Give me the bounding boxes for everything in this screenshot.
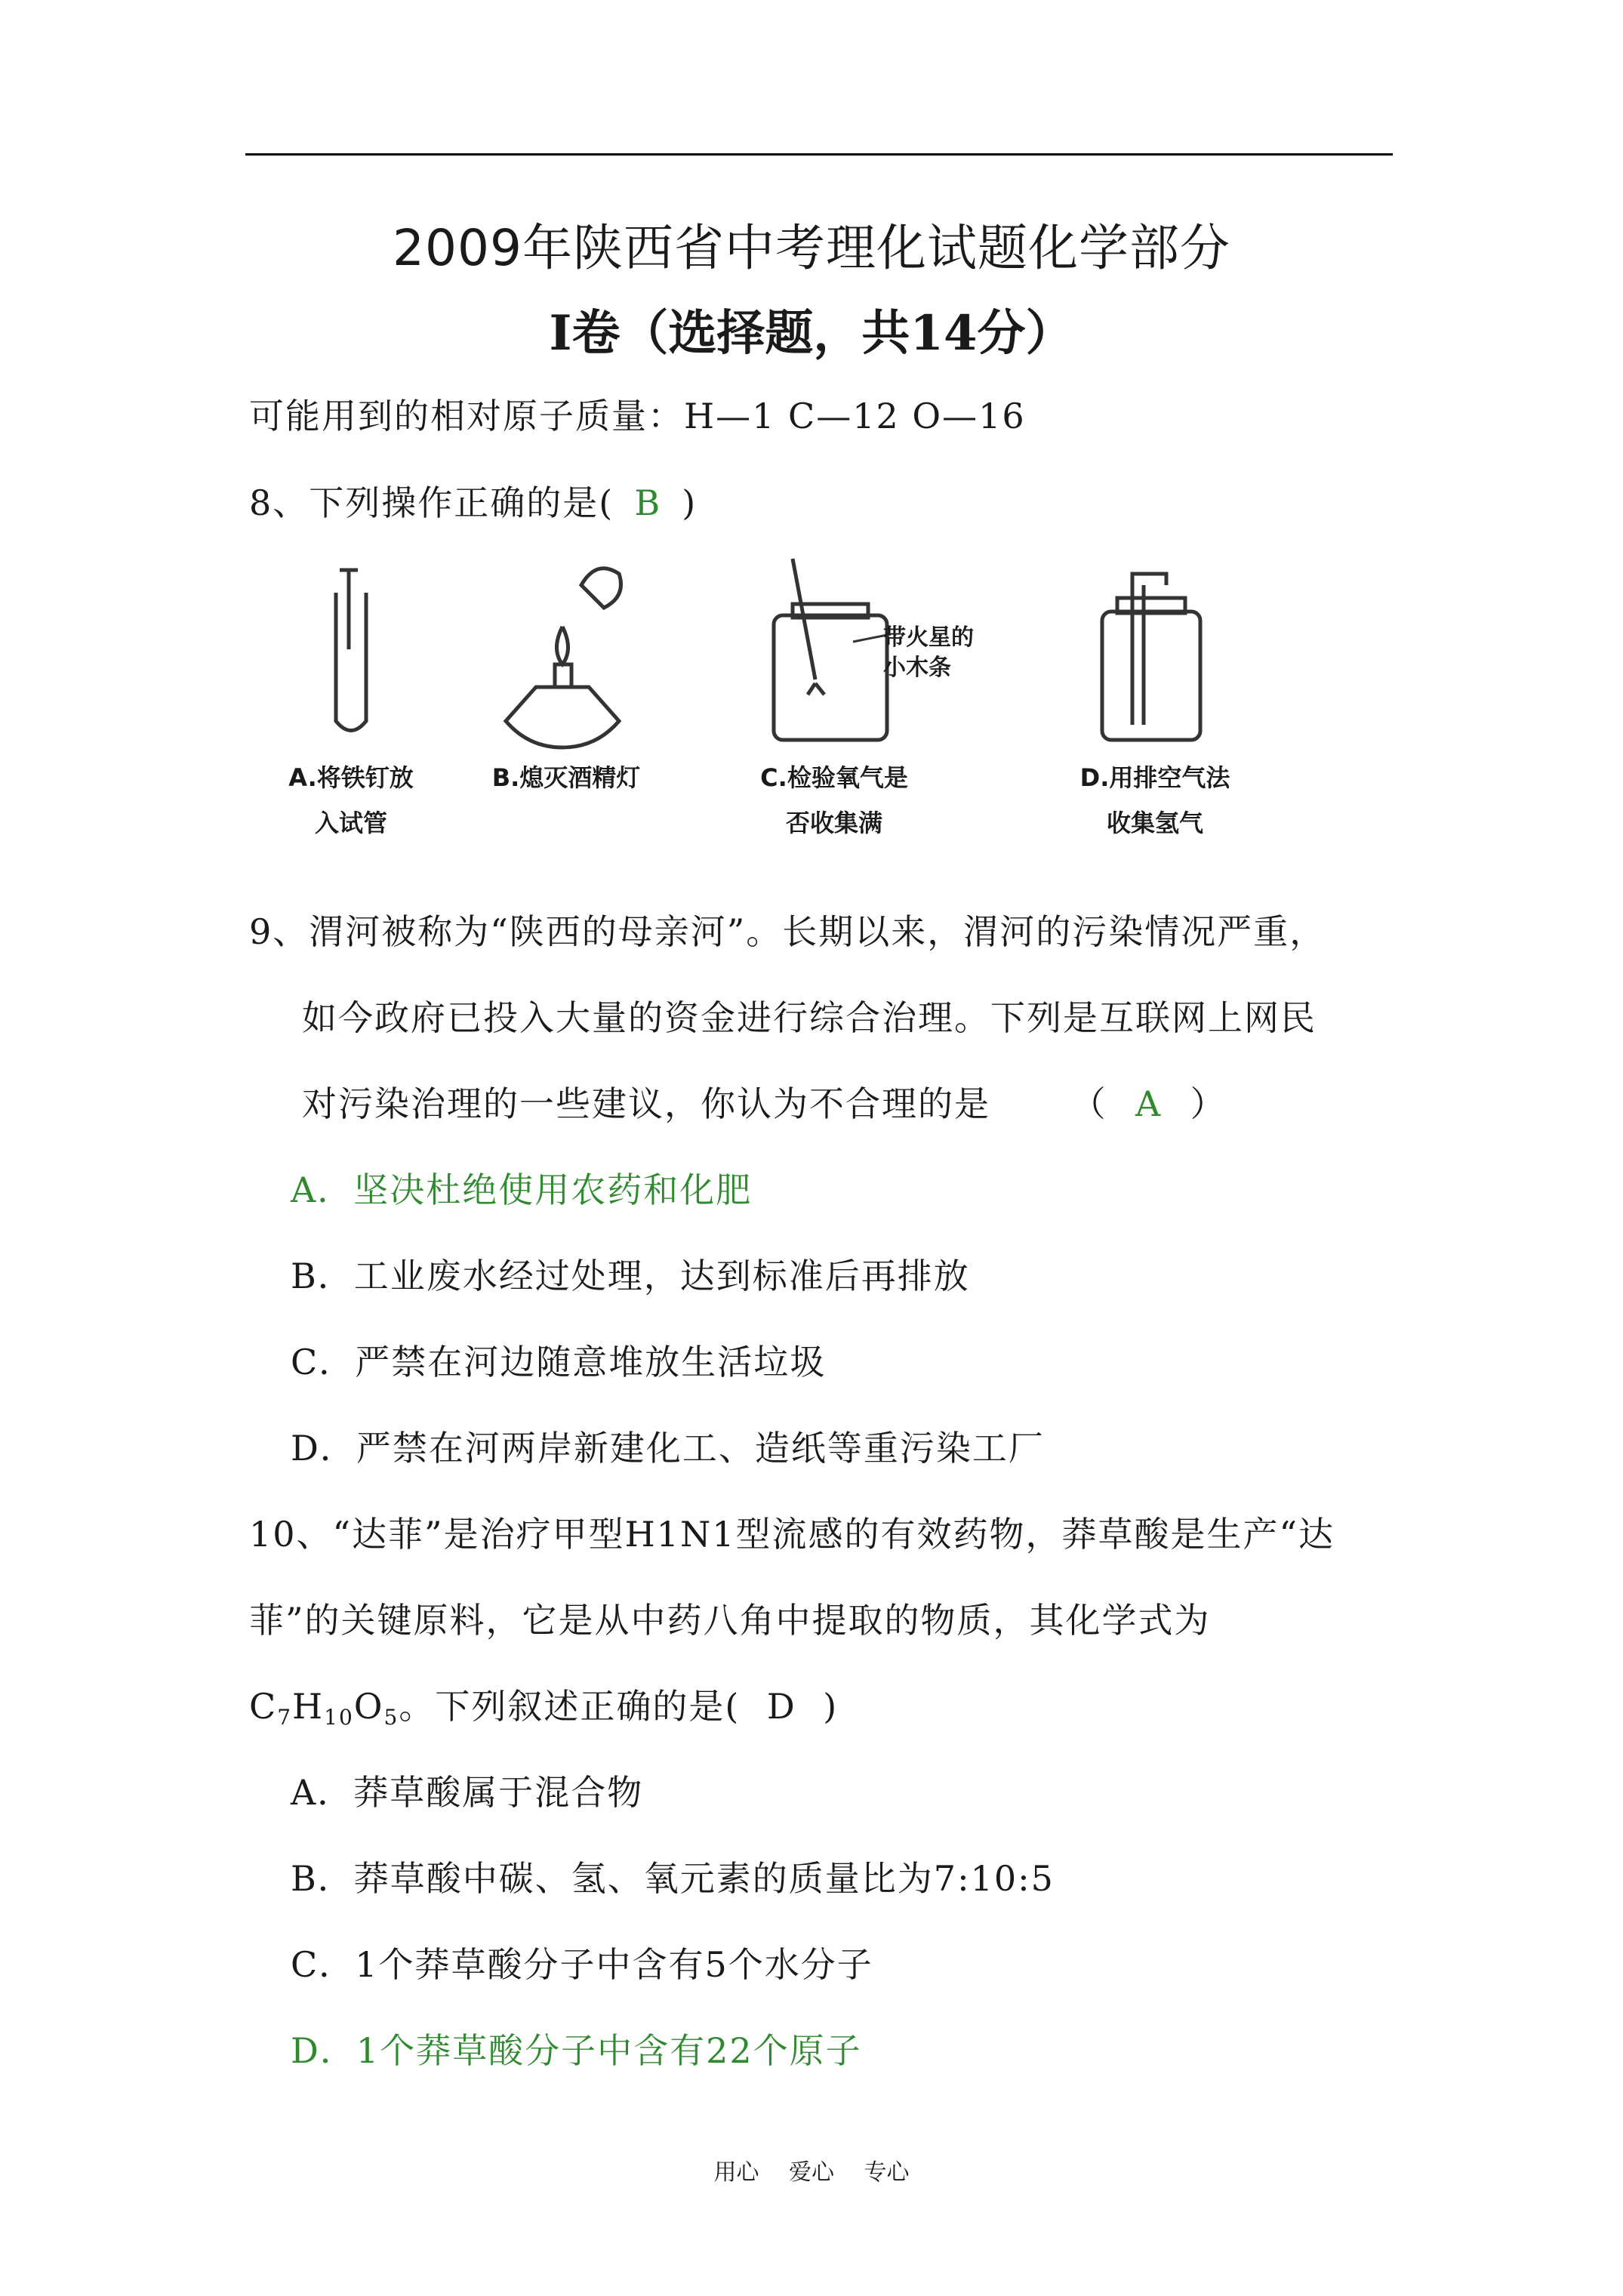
gas-collection-bottle-drawing	[1102, 574, 1200, 740]
question-10-option-d: D．1个莽草酸分子中含有22个原子	[291, 2030, 862, 2071]
splint-label-line1: 带火星的	[883, 624, 974, 651]
question-9-stem-end: 对污染治理的一些建议，你认为不合理的是	[302, 1083, 990, 1124]
question-10-option-a: A．莽草酸属于混合物	[291, 1772, 644, 1813]
page-title: 2009年陕西省中考理化试题化学部分	[393, 219, 1230, 277]
question-10-line3	[249, 1679, 838, 1730]
caption-a-line2: 入试管	[314, 809, 387, 837]
caption-c-line2: 否收集满	[785, 809, 882, 837]
question-10-option-c: C．1个莽草酸分子中含有5个水分子	[291, 1944, 873, 1985]
atomic-mass-note: 可能用到的相对原子质量：H—1 C—12 O—16	[249, 396, 1026, 436]
test-tube-nail-drawing	[336, 570, 366, 731]
question-9-close: ）	[1190, 1083, 1227, 1124]
question-10-line1: 10、“达菲”是治疗甲型H1N1型流感的有效药物，莽草酸是生产“达	[249, 1514, 1335, 1555]
question-10-close: )	[823, 1686, 839, 1727]
chemical-formula: $C_7H_{10}O_5$	[249, 1686, 399, 1730]
question-9-option-b: B．工业废水经过处理，达到标准后再排放	[291, 1256, 970, 1296]
gas-bottle-splint-drawing	[774, 559, 891, 740]
question-10-line2: 菲”的关键原料，它是从中药八角中提取的物质，其化学式为	[249, 1600, 1211, 1641]
question-9-line2: 如今政府已投入大量的资金进行综合治理。下列是互联网上网民	[302, 997, 1317, 1038]
caption-b	[445, 755, 687, 800]
lab-apparatus-drawings	[264, 551, 1344, 755]
question-8-answer: B	[634, 482, 662, 523]
caption-a	[230, 755, 472, 846]
caption-b-line1: B.熄灭酒精灯	[491, 763, 641, 792]
question-8-stem: 8、下列操作正确的是(	[249, 482, 614, 523]
alcohol-lamp-drawing	[506, 569, 621, 747]
question-8-close: )	[682, 482, 698, 523]
question-9-open: （	[1070, 1083, 1107, 1124]
caption-c	[713, 755, 955, 846]
question-9-option-a: A．坚决杜绝使用农药和化肥	[291, 1170, 753, 1210]
splint-label-line2: 小木条	[883, 655, 951, 681]
caption-d-line2: 收集氢气	[1106, 809, 1203, 837]
question-10-answer: D	[766, 1686, 796, 1727]
header-rule	[245, 153, 1393, 156]
question-10-stem-end: 。下列叙述正确的是(	[399, 1686, 741, 1727]
question-9-line3	[302, 1077, 1227, 1126]
question-10-option-b: B．莽草酸中碳、氢、氧元素的质量比为7:10:5	[291, 1858, 1055, 1899]
caption-d-line1: D.用排空气法	[1079, 763, 1230, 792]
question-9-answer: A	[1135, 1083, 1163, 1124]
question-9-option-c: C．严禁在河边随意堆放生活垃圾	[291, 1342, 827, 1382]
caption-d	[1034, 755, 1276, 846]
question-9-option-d: D．严禁在河两岸新建化工、造纸等重污染工厂	[291, 1428, 1045, 1469]
question-8	[249, 476, 697, 525]
section-title: Ⅰ卷（选择题，共14分）	[549, 305, 1074, 362]
caption-c-line1: C.检验氧气是	[760, 763, 908, 792]
question-8-figure	[264, 551, 1344, 853]
page-footer: 用心 爱心 专心	[713, 2159, 910, 2186]
question-9-line1: 9、渭河被称为“陕西的母亲河”。长期以来，渭河的污染情况严重，	[249, 911, 1326, 952]
caption-a-line1: A.将铁钉放	[288, 763, 414, 792]
